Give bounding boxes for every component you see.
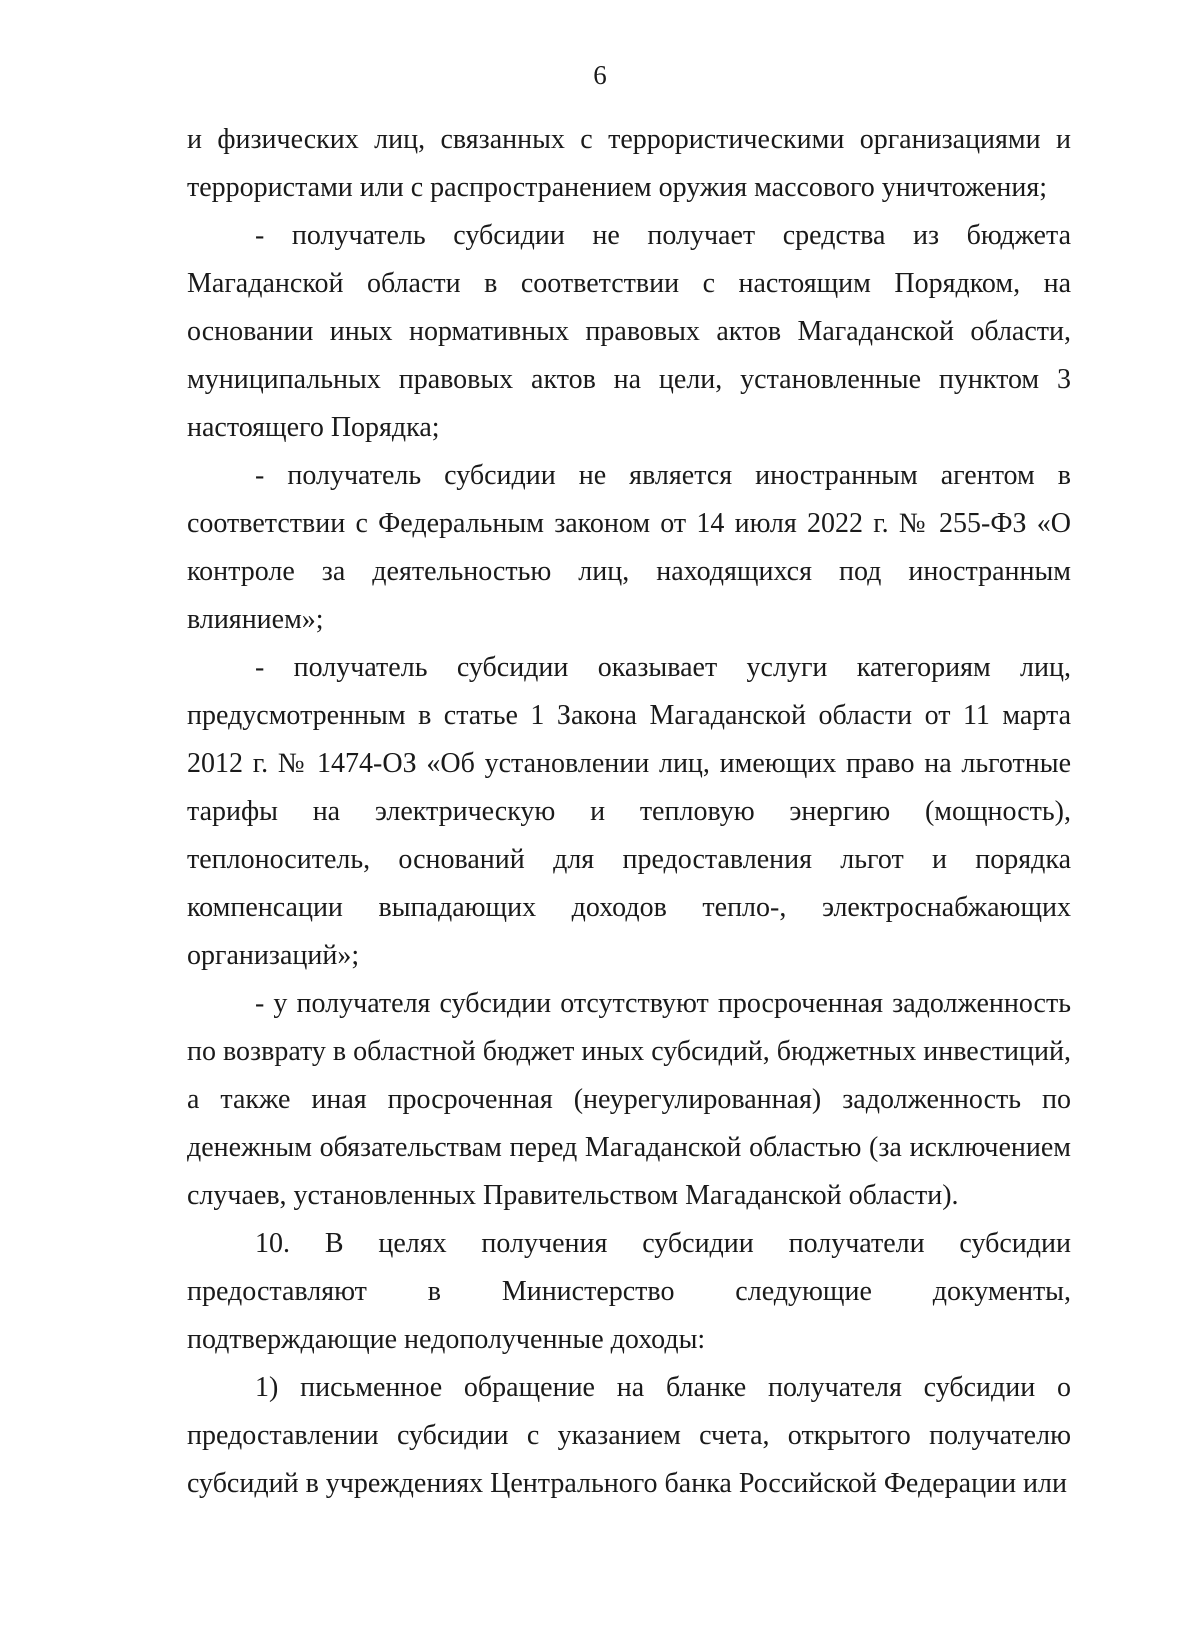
paragraph-foreign-agent: - получатель субсидии не является иностранным агентом в соответствии с Федеральным законом от 14 июля 2022 г. № 255-ФЗ «О контроле за деятельностью лиц, находящихся под иностранным влиянием»;	[187, 460, 1071, 635]
paragraph-item-10: 10. В целях получения субсидии получатели субсидии предоставляют в Министерство следующие документы, подтверждающие недополученные доходы:	[187, 1228, 1071, 1355]
paragraph-continuation: и физических лиц, связанных с террористическими организациями и террористами или с распространением оружия массового уничтожения;	[187, 124, 1071, 203]
paragraph-subitem-1: 1) письменное обращение на бланке получателя субсидии о предоставлении субсидии с указанием счета, открытого получателю субсидий в учреждениях Центрального банка Российской Федерации или	[187, 1372, 1071, 1499]
paragraph-service-categories: - получатель субсидии оказывает услуги категориям лиц, предусмотренным в статье 1 Закона Магаданской области от 11 марта 2012 г. № 1474-ОЗ «Об установлении лиц, имеющих право на льготные тарифы на электрическую и тепловую энергию (мощность), теплоноситель, оснований для предоставления льгот и порядка компенсации выпадающих доходов тепло-, электроснабжающих организаций»;	[187, 652, 1071, 971]
paragraph-budget-funds: - получатель субсидии не получает средства из бюджета Магаданской области в соответствии с настоящим Порядком, на основании иных нормативных правовых актов Магаданской области, муниципальных правовых актов на цели, установленные пунктом 3 настоящего Порядка;	[187, 220, 1071, 443]
paragraph-debt: - у получателя субсидии отсутствуют просроченная задолженность по возврату в областной бюджет иных субсидий, бюджетных инвестиций, а также иная просроченная (неурегулированная) задолженность по денежным обязательствам перед Магаданской областью (за исключением случаев, установленных Правительством Магаданской области).	[187, 988, 1071, 1211]
page-number: 6	[593, 60, 607, 90]
document-body	[187, 116, 1071, 1508]
